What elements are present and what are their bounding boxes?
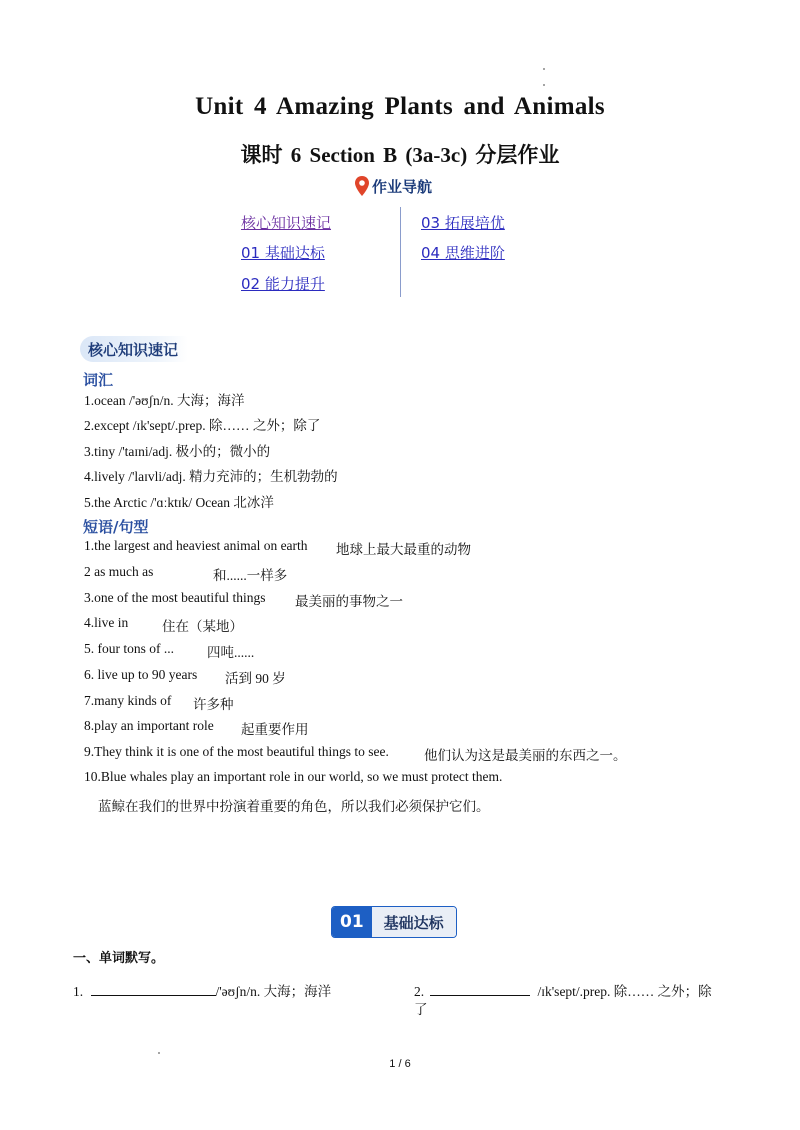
question-text: /'əʊʃn/n. 大海；海洋: [215, 984, 332, 999]
vocab-item: 3.tiny /'taɪni/adj. 极小的；微小的: [84, 444, 271, 459]
page-title: Unit 4 Amazing Plants and Animals: [195, 93, 605, 120]
question-number: 1.: [73, 984, 84, 999]
decorative-dot: [543, 68, 545, 70]
phrase-en: 6. live up to 90 years: [84, 667, 198, 682]
phrase-cn: 最美丽的事物之一: [295, 594, 403, 609]
decorative-dot: [158, 1052, 160, 1054]
answer-blank[interactable]: [91, 981, 216, 996]
phrase-en: 1.the largest and heaviest animal on earth: [84, 538, 308, 553]
nav-divider: [400, 207, 401, 297]
basic-section-badge: [331, 906, 457, 938]
vocab-item: 5.the Arctic /'ɑːktɪk/ Ocean 北冰洋: [84, 495, 274, 510]
phrase-cn: 地球上最大最重的动物: [336, 542, 471, 557]
question-2-wrap: 了: [414, 1002, 428, 1017]
sentence-translation: 蓝鲸在我们的世界中扮演着重要的角色，所以我们必须保护它们。: [98, 799, 490, 814]
question-1: [73, 980, 331, 1000]
nav-link-ability[interactable]: 02 能力提升: [241, 275, 325, 293]
phrase-cn: 四吨......: [207, 645, 255, 660]
phrase-cn: 起重要作用: [241, 722, 309, 737]
phrase-cn: 许多种: [193, 697, 234, 712]
nav-link-core[interactable]: 核心知识速记: [241, 214, 332, 232]
phrase-en: 8.play an important role: [84, 718, 214, 733]
decorative-dot: [543, 84, 545, 86]
question-2: [414, 980, 712, 1000]
vocab-item: 1.ocean /'əʊʃn/n. 大海；海洋: [84, 393, 245, 408]
phrase-en: 10.Blue whales play an important role in our world, so we must protect them.: [84, 769, 503, 784]
nav-header-label: 作业导航: [372, 177, 433, 196]
phrase-cn: 他们认为这是最美丽的东西之一。: [424, 748, 627, 763]
location-pin-icon: [355, 176, 369, 196]
answer-blank[interactable]: [430, 981, 530, 996]
phrase-heading: 短语/句型: [83, 518, 149, 536]
question-heading: 一、单词默写。: [73, 951, 165, 966]
basic-section-title: 基础达标: [372, 907, 456, 937]
nav-link-thinking[interactable]: 04 思维进阶: [421, 244, 505, 262]
phrase-en: 3.one of the most beautiful things: [84, 590, 266, 605]
basic-section-number: 01: [332, 907, 372, 937]
vocab-item: 2.except /ɪk'sept/.prep. 除…… 之外；除了: [84, 418, 321, 433]
nav-header: [355, 175, 432, 197]
phrase-en: 7.many kinds of: [84, 693, 172, 708]
question-number: 2.: [414, 984, 425, 999]
phrase-cn: 活到 90 岁: [225, 671, 286, 686]
phrase-cn: 和......一样多: [213, 568, 288, 583]
question-text: /ɪk'sept/.prep. 除…… 之外；除: [537, 984, 712, 999]
core-section-title: 核心知识速记: [88, 340, 179, 359]
vocab-item: 4.lively /'laɪvli/adj. 精力充沛的；生机勃勃的: [84, 469, 338, 484]
core-section-badge: [80, 336, 188, 362]
page-number: 1 / 6: [389, 1058, 411, 1070]
vocab-heading: 词汇: [83, 371, 114, 389]
phrase-en: 5. four tons of ...: [84, 641, 174, 656]
phrase-cn: 住在（某地）: [162, 619, 243, 634]
nav-link-basic[interactable]: 01 基础达标: [241, 244, 325, 262]
phrase-en: 2 as much as: [84, 564, 154, 579]
phrase-en: 9.They think it is one of the most beautiful things to see.: [84, 744, 389, 759]
nav-link-extension[interactable]: 03 拓展培优: [421, 214, 505, 232]
phrase-en: 4.live in: [84, 615, 129, 630]
page-subtitle: 课时 6 Section B (3a-3c) 分层作业: [240, 143, 560, 167]
